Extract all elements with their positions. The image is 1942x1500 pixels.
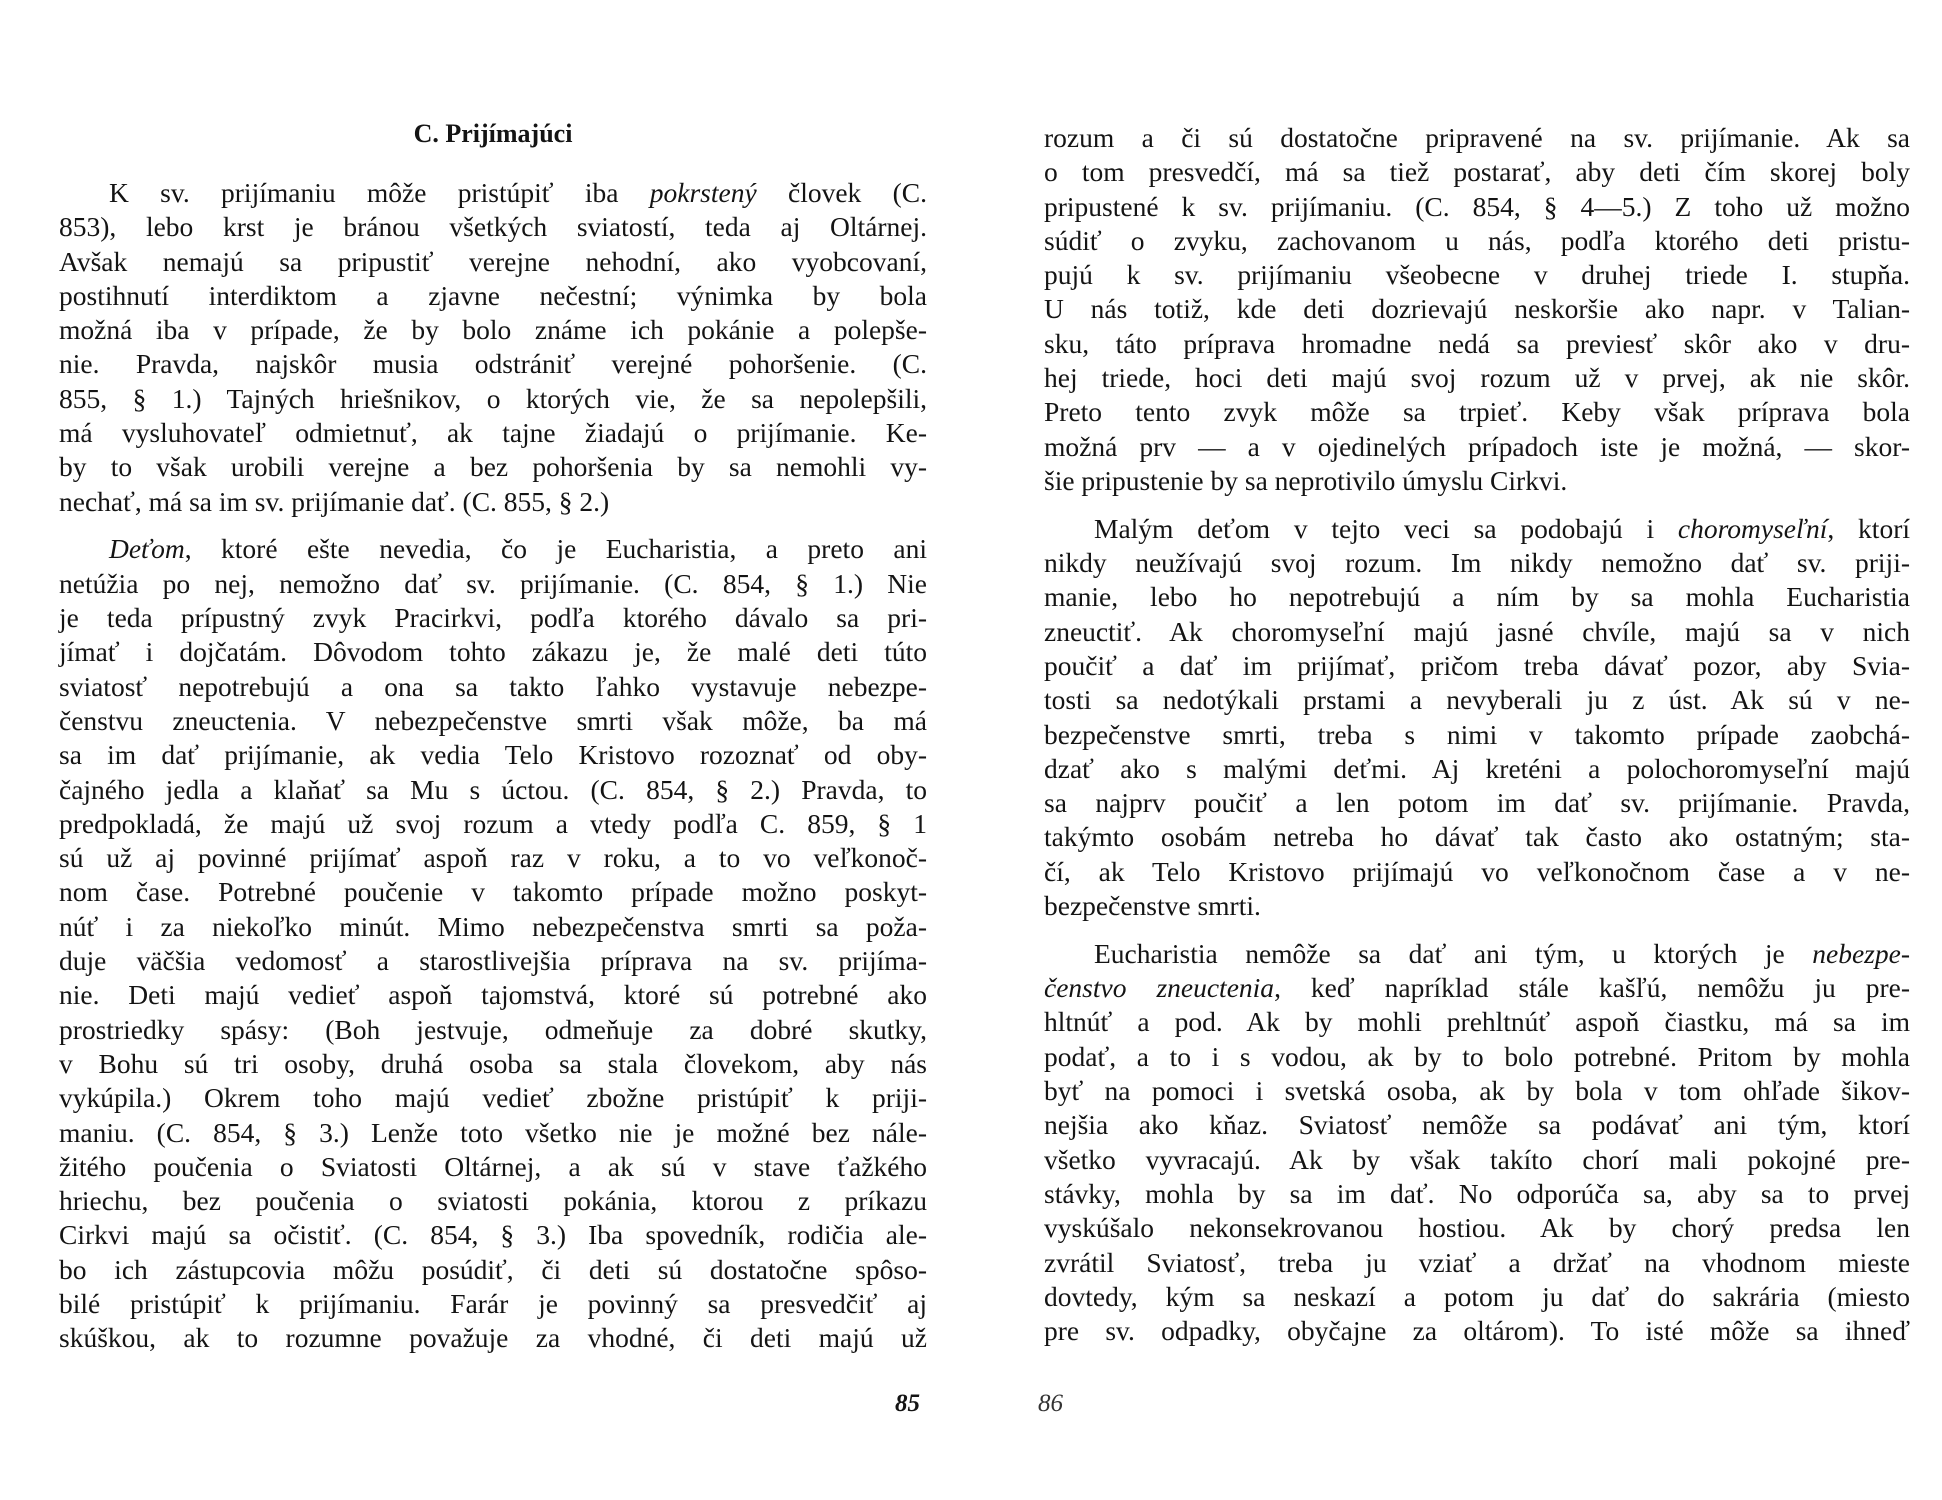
text-line: čajného jedla a klaňať sa Mu s úctou. (C. 854, § 2.) Pravda, to <box>59 773 927 805</box>
text-line: dzať ako s malými deťmi. Aj kreténi a polochoromyseľní majú <box>1044 752 1910 784</box>
text-line: tosti sa nedotýkali prstami a nevyberali ju z úst. Ak sú v ne- <box>1044 684 1910 716</box>
text-line: postihnutí interdiktom a zjavne nečestní; výnimka by bola <box>59 279 927 311</box>
italic-emphasis: choromyseľní <box>1677 512 1828 544</box>
text-line: vyskúšalo nekonsekrovanou hostiou. Ak by chorý predsa len <box>1044 1212 1910 1244</box>
text-segment: Malým deťom v tejto veci sa podobajú i <box>1094 512 1678 544</box>
text-line: sku, táto príprava hromadne nedá sa previesť skôr ako v dru- <box>1044 327 1910 359</box>
text-line: podať, a to i s vodou, ak by to bolo potrebné. Pritom by mohla <box>1044 1040 1910 1072</box>
italic-emphasis: Deťom <box>109 533 185 565</box>
text-line: je teda prípustný zvyk Pracirkvi, podľa ktorého dávalo sa pri- <box>59 602 927 634</box>
text-line: rozum a či sú dostatočne pripravené na sv. prijímanie. Ak sa <box>1044 122 1910 153</box>
book-page-86 <box>971 0 1942 1500</box>
text-line: poučiť a dať im prijímať, pričom treba dávať pozor, aby Svia- <box>1044 649 1910 681</box>
text-line: pripustené k sv. prijímaniu. (C. 854, § 4—5.) Z toho už možno <box>1044 190 1910 222</box>
text-line: vykúpila.) Okrem toho majú vedieť zbožne pristúpiť k priji- <box>59 1082 927 1114</box>
text-line: bezpečenstve smrti, treba s nimi v takomto prípade zaobchá- <box>1044 718 1910 750</box>
text-line: jímať i dojčatám. Dôvodom tohto zákazu je, že malé deti túto <box>59 636 927 668</box>
paragraph <box>1044 121 1910 498</box>
text-line: všetko vyvracajú. Ak by však takíto chorí mali pokojné pre- <box>1044 1143 1910 1175</box>
text-line: sa im dať prijímanie, ak vedia Telo Kristovo rozoznať od oby- <box>59 739 927 771</box>
text-line: možná prv — a v ojedinelých prípadoch iste je možná, — skor- <box>1044 430 1910 462</box>
text-line: čí, ak Telo Kristovo prijímajú vo veľkonočnom čase a v ne- <box>1044 855 1910 887</box>
text-line: stávky, mohla by sa im dať. No odporúča sa, aby sa to prvej <box>1044 1177 1910 1209</box>
text-segment: človek (C. <box>756 177 927 208</box>
italic-emphasis: nebezpe- <box>1812 937 1910 969</box>
text-line: hej triede, hoci deti majú svoj rozum už v prvej, ak nie skôr. <box>1044 362 1910 394</box>
page-text <box>59 176 927 1356</box>
text-line <box>1044 971 1910 1005</box>
text-line: byť na pomoci i svetská osoba, ak by bola v tom ohľade šikov- <box>1044 1075 1910 1107</box>
text-line: sú už aj povinné prijímať aspoň raz v roku, a to vo veľkonoč- <box>59 842 927 874</box>
text-segment: , keď napríklad stále kašľú, nemôžu ju pre- <box>1274 972 1911 1004</box>
paragraph <box>1044 512 1910 924</box>
text-line: prostriedky spásy: (Boh jestvuje, odmeňuje za dobré skutky, <box>59 1013 927 1045</box>
page-number: 85 <box>895 1390 920 1417</box>
text-line: o tom presvedčí, má sa tiež postarať, aby deti čím skorej boly <box>1044 156 1910 188</box>
text-line: Preto tento zvyk môže sa trpieť. Keby však príprava bola <box>1044 396 1910 428</box>
text-line: bezpečenstve smrti. <box>1044 890 1261 922</box>
text-line: manie, lebo ho nepotrebujú a ním by sa mohla Eucharistia <box>1044 581 1910 613</box>
text-line: šie pripustenie by sa neprotivilo úmyslu Cirkvi. <box>1044 464 1568 496</box>
text-line: možná iba v prípade, že by bolo známe ich pokánie a polepše- <box>59 314 927 346</box>
text-line: bo ich zástupcovia môžu posúdiť, či deti sú dostatočne spôso- <box>59 1253 927 1285</box>
text-line: v Bohu sú tri osoby, druhá osoba sa stala človekom, aby nás <box>59 1047 927 1079</box>
text-line <box>59 532 927 566</box>
text-line: skúškou, ak to rozumne považuje za vhodné, či deti majú už <box>59 1322 927 1354</box>
text-line <box>59 176 927 210</box>
text-line: nechať, má sa im sv. prijímanie dať. (C. 855, § 2.) <box>59 485 610 517</box>
text-line: sviatosť nepotrebujú a ona sa takto ľahko vystavuje nebezpe- <box>59 670 927 702</box>
text-segment: K sv. prijímaniu môže pristúpiť iba <box>109 177 650 208</box>
text-line: súdiť o zvyku, zachovanom u nás, podľa ktorého deti pristu- <box>1044 224 1910 256</box>
page-text <box>1044 121 1910 1348</box>
italic-emphasis: pokrstený <box>649 177 757 208</box>
text-line: nikdy neužívajú svoj rozum. Im nikdy nemožno dať sv. priji- <box>1044 547 1910 579</box>
text-line: duje väčšia vedomosť a starostlivejšia príprava na sv. prijíma- <box>59 945 927 977</box>
text-line: U nás totiž, kde deti dozrievajú neskoršie ako napr. v Talian- <box>1044 293 1910 325</box>
text-line: pre sv. odpadky, obyčajne za oltárom). To isté môže sa ihneď <box>1044 1315 1910 1347</box>
text-line: žitého poučenia o Sviatosti Oltárnej, a ak sú v stave ťažkého <box>59 1150 927 1182</box>
text-line: zvrátil Sviatosť, treba ju vziať a držať na vhodnom mieste <box>1044 1246 1910 1278</box>
text-line <box>1044 512 1910 546</box>
text-line: bilé pristúpiť k prijímaniu. Farár je povinný sa presvedčiť aj <box>59 1288 927 1319</box>
text-line: netúžia po nej, nemožno dať sv. prijímanie. (C. 854, § 1.) Nie <box>59 567 927 599</box>
page-number: 86 <box>1038 1390 1063 1417</box>
text-line: sa najprv poučiť a len potom im dať sv. prijímanie. Pravda, <box>1044 787 1910 819</box>
text-line: 853), lebo krst je bránou všetkých sviatostí, teda aj Oltárnej. <box>59 211 927 243</box>
text-line: pujú k sv. prijímaniu všeobecne v druhej triede I. stupňa. <box>1044 259 1910 291</box>
text-line: takýmto osobám netreba ho dávať tak často ako ostatným; sta- <box>1044 821 1910 853</box>
text-line: čenstvu zneuctenia. V nebezpečenstve smrti však môže, ba má <box>59 704 927 736</box>
text-line: hriechu, bez poučenia o sviatosti pokánia, ktorou z príkazu <box>59 1185 927 1217</box>
text-line: má vysluhovateľ odmietnuť, ak tajne žiadajú o prijímanie. Ke- <box>59 417 927 449</box>
text-line: dovtedy, kým sa neskazí a potom ju dať do sakrária (miesto <box>1044 1280 1910 1312</box>
text-line: zneuctiť. Ak choromyseľní majú jasné chvíle, majú sa v nich <box>1044 615 1910 647</box>
text-segment: , ktorí <box>1827 512 1910 544</box>
text-segment: , ktoré ešte nevedia, čo je Eucharistia, a preto ani <box>184 533 927 565</box>
italic-emphasis: čenstvo zneuctenia <box>1044 972 1275 1004</box>
text-line: predpokladá, že majú už svoj rozum a vtedy podľa C. 859, § 1 <box>59 807 927 839</box>
text-line <box>1044 937 1910 971</box>
section-heading: C. Prijímajúci <box>413 119 573 148</box>
text-line: 855, § 1.) Tajných hriešnikov, o ktorých vie, že sa nepolepšili, <box>59 382 927 414</box>
text-line: Avšak nemajú sa pripustiť verejne nehodní, ako vyobcovaní, <box>59 245 927 277</box>
paragraph <box>59 532 927 1355</box>
text-line: nie. Pravda, najskôr musia odstrániť verejné pohoršenie. (C. <box>59 348 927 380</box>
text-line: Cirkvi majú sa očistiť. (C. 854, § 3.) Iba spovedník, rodičia ale- <box>59 1219 927 1251</box>
text-segment: Eucharistia nemôže sa dať ani tým, u ktorých je <box>1094 937 1813 969</box>
text-line: nejšia ako kňaz. Sviatosť nemôže sa podávať ani tým, ktorí <box>1044 1109 1910 1141</box>
text-line: hltnúť a pod. Ak by mohli prehltnúť aspoň čiastku, má sa im <box>1044 1006 1910 1038</box>
text-line: nom čase. Potrebné poučenie v takomto prípade možno poskyt- <box>59 876 927 908</box>
paragraph <box>59 176 927 519</box>
text-line: núť i za niekoľko minút. Mimo nebezpečenstva smrti sa poža- <box>59 910 927 942</box>
text-line: nie. Deti majú vedieť aspoň tajomstvá, ktoré sú potrebné ako <box>59 979 927 1011</box>
paragraph <box>1044 937 1910 1349</box>
text-line: maniu. (C. 854, § 3.) Lenže toto všetko nie je možné bez nále- <box>59 1116 927 1148</box>
text-line: by to však urobili verejne a bez pohoršenia by sa nemohli vy- <box>59 451 927 483</box>
